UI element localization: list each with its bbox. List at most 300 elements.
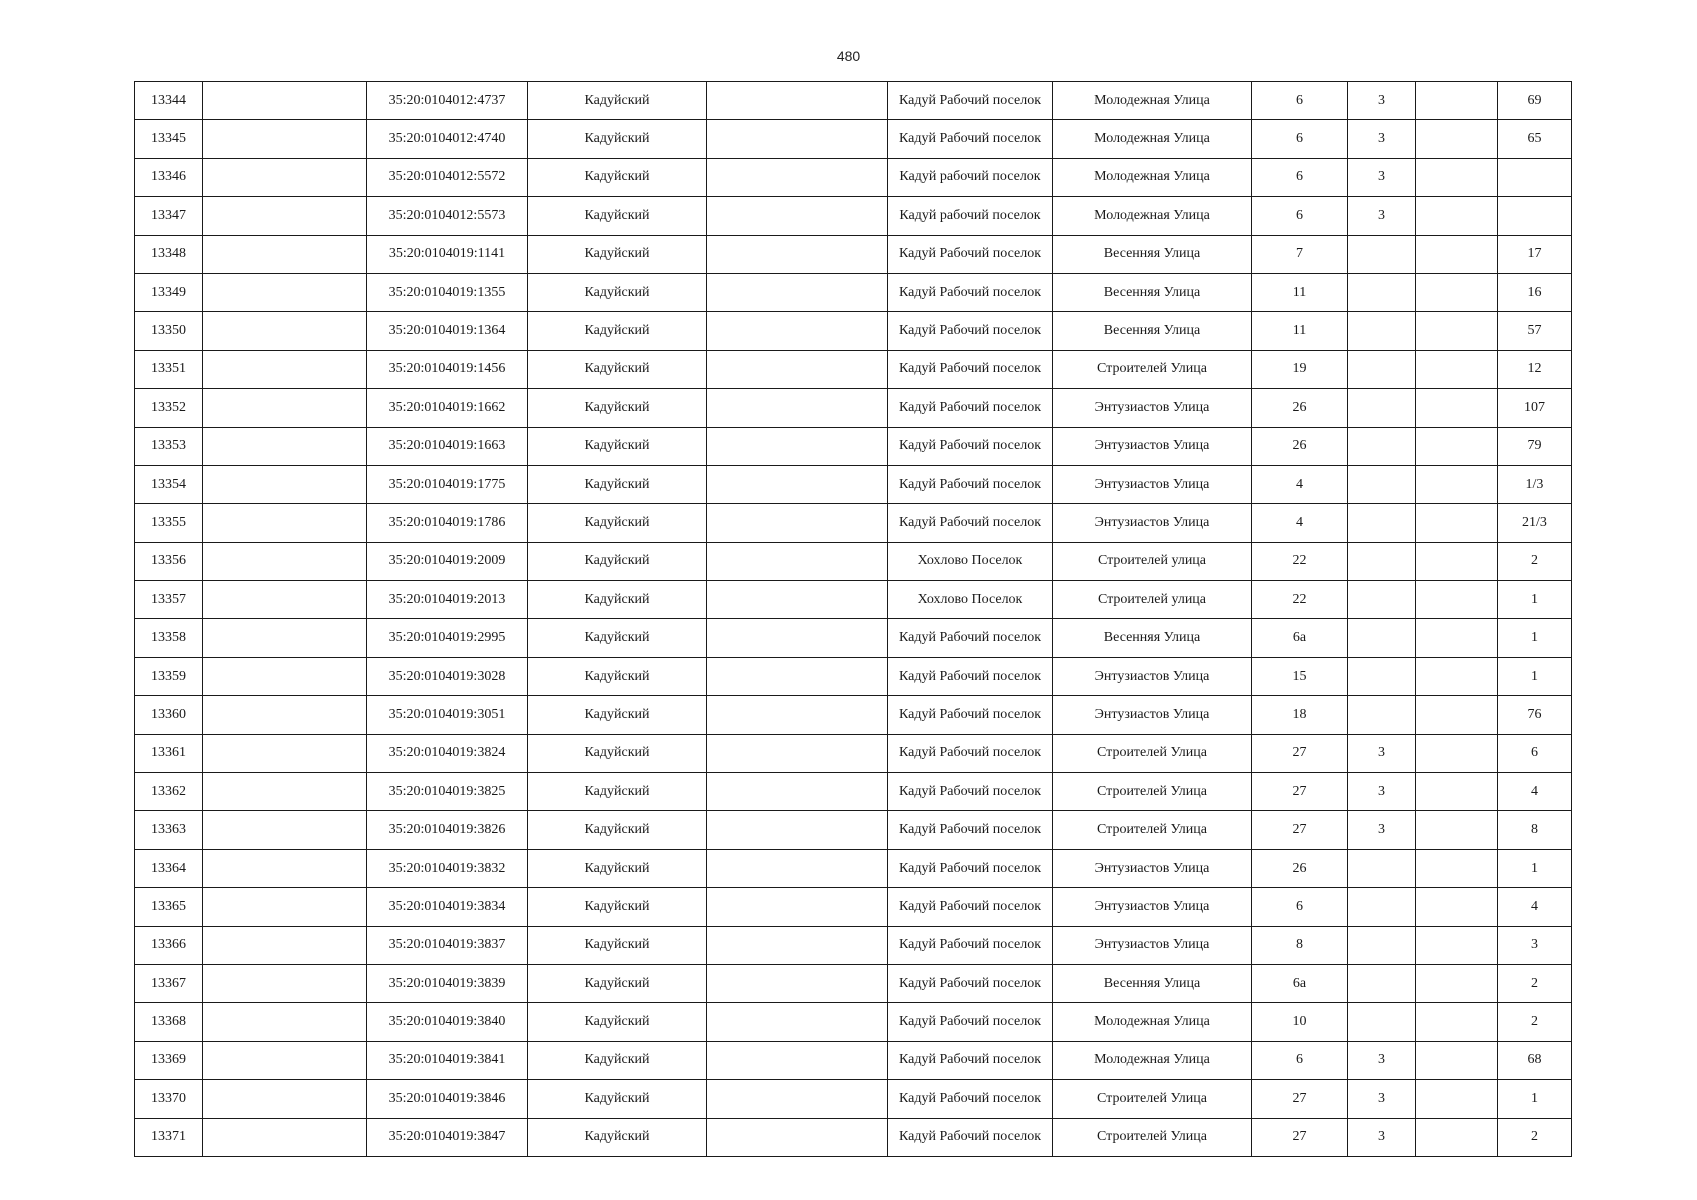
blank-cell [707,504,888,542]
street-cell: Энтузиастов Улица [1053,849,1252,887]
cadastral-number-cell: 35:20:0104019:3028 [367,657,528,695]
street-cell: Весенняя Улица [1053,312,1252,350]
district-cell: Кадуйский [528,1041,707,1079]
cadastral-number-cell: 35:20:0104019:3832 [367,849,528,887]
building-cell [1348,1003,1416,1041]
record-number-cell: 13367 [135,964,203,1002]
district-cell: Кадуйский [528,120,707,158]
settlement-cell: Кадуй Рабочий поселок [888,888,1053,926]
district-cell: Кадуйский [528,773,707,811]
blank-cell [707,158,888,196]
building-cell: 3 [1348,82,1416,120]
record-number-cell: 13366 [135,926,203,964]
settlement-cell: Кадуй Рабочий поселок [888,696,1053,734]
blank-cell [1416,350,1498,388]
district-cell: Кадуйский [528,197,707,235]
street-cell: Энтузиастов Улица [1053,389,1252,427]
blank-cell [707,350,888,388]
table-row [135,581,1572,619]
blank-cell [707,581,888,619]
blank-cell [203,1118,367,1156]
blank-cell [1416,696,1498,734]
blank-cell [203,465,367,503]
blank-cell [1416,273,1498,311]
house-cell: 6 [1252,197,1348,235]
blank-cell [707,235,888,273]
record-number-cell: 13351 [135,350,203,388]
district-cell: Кадуйский [528,811,707,849]
street-cell: Энтузиастов Улица [1053,926,1252,964]
cadastral-number-cell: 35:20:0104019:1663 [367,427,528,465]
apartment-cell [1498,158,1572,196]
record-number-cell: 13344 [135,82,203,120]
record-number-cell: 13368 [135,1003,203,1041]
blank-cell [203,350,367,388]
settlement-cell: Кадуй Рабочий поселок [888,1080,1053,1118]
street-cell: Весенняя Улица [1053,273,1252,311]
settlement-cell: Кадуй Рабочий поселок [888,1118,1053,1156]
blank-cell [707,888,888,926]
blank-cell [1416,542,1498,580]
blank-cell [707,734,888,772]
table-row [135,389,1572,427]
apartment-cell: 3 [1498,926,1572,964]
building-cell [1348,696,1416,734]
table-row [135,82,1572,120]
blank-cell [707,465,888,503]
district-cell: Кадуйский [528,350,707,388]
blank-cell [1416,82,1498,120]
building-cell: 3 [1348,1041,1416,1079]
district-cell: Кадуйский [528,888,707,926]
blank-cell [707,312,888,350]
settlement-cell: Кадуй Рабочий поселок [888,235,1053,273]
apartment-cell: 2 [1498,1118,1572,1156]
table-row [135,158,1572,196]
record-number-cell: 13354 [135,465,203,503]
district-cell: Кадуйский [528,427,707,465]
apartment-cell: 68 [1498,1041,1572,1079]
cadastral-number-cell: 35:20:0104019:1662 [367,389,528,427]
page-number: 480 [836,48,861,64]
district-cell: Кадуйский [528,542,707,580]
blank-cell [203,1080,367,1118]
house-cell: 8 [1252,926,1348,964]
apartment-cell: 2 [1498,542,1572,580]
table-row [135,273,1572,311]
building-cell [1348,964,1416,1002]
blank-cell [707,273,888,311]
settlement-cell: Кадуй Рабочий поселок [888,926,1053,964]
settlement-cell: Кадуй Рабочий поселок [888,773,1053,811]
blank-cell [203,273,367,311]
district-cell: Кадуйский [528,849,707,887]
apartment-cell: 1 [1498,619,1572,657]
apartment-cell: 1 [1498,657,1572,695]
blank-cell [707,964,888,1002]
house-cell: 26 [1252,849,1348,887]
blank-cell [707,82,888,120]
settlement-cell: Кадуй рабочий поселок [888,197,1053,235]
blank-cell [1416,657,1498,695]
settlement-cell: Кадуй Рабочий поселок [888,350,1053,388]
street-cell: Строителей Улица [1053,734,1252,772]
building-cell [1348,849,1416,887]
record-number-cell: 13365 [135,888,203,926]
district-cell: Кадуйский [528,1118,707,1156]
table-row [135,964,1572,1002]
cadastral-number-cell: 35:20:0104019:3840 [367,1003,528,1041]
apartment-cell: 12 [1498,350,1572,388]
table-row [135,1041,1572,1079]
blank-cell [707,773,888,811]
blank-cell [203,312,367,350]
settlement-cell: Кадуй Рабочий поселок [888,619,1053,657]
blank-cell [203,811,367,849]
blank-cell [203,389,367,427]
blank-cell [707,389,888,427]
house-cell: 6 [1252,120,1348,158]
house-cell: 6 [1252,82,1348,120]
building-cell: 3 [1348,734,1416,772]
house-cell: 11 [1252,273,1348,311]
street-cell: Строителей улица [1053,581,1252,619]
blank-cell [1416,619,1498,657]
house-cell: 15 [1252,657,1348,695]
street-cell: Строителей Улица [1053,811,1252,849]
district-cell: Кадуйский [528,273,707,311]
street-cell: Энтузиастов Улица [1053,427,1252,465]
record-number-cell: 13370 [135,1080,203,1118]
house-cell: 6 [1252,1041,1348,1079]
table-row [135,504,1572,542]
district-cell: Кадуйский [528,926,707,964]
blank-cell [1416,1041,1498,1079]
table-row [135,849,1572,887]
cadastral-number-cell: 35:20:0104012:4737 [367,82,528,120]
table-row [135,926,1572,964]
district-cell: Кадуйский [528,389,707,427]
building-cell [1348,888,1416,926]
blank-cell [1416,158,1498,196]
house-cell: 27 [1252,734,1348,772]
record-number-cell: 13347 [135,197,203,235]
settlement-cell: Кадуй Рабочий поселок [888,964,1053,1002]
blank-cell [707,849,888,887]
building-cell: 3 [1348,120,1416,158]
cadastral-number-cell: 35:20:0104019:1141 [367,235,528,273]
cadastral-number-cell: 35:20:0104012:4740 [367,120,528,158]
blank-cell [203,619,367,657]
table-row [135,1003,1572,1041]
table-row [135,888,1572,926]
table-row [135,235,1572,273]
record-number-cell: 13364 [135,849,203,887]
building-cell: 3 [1348,197,1416,235]
blank-cell [707,1041,888,1079]
record-number-cell: 13346 [135,158,203,196]
street-cell: Молодежная Улица [1053,197,1252,235]
street-cell: Строителей улица [1053,542,1252,580]
blank-cell [707,1080,888,1118]
house-cell: 6 [1252,888,1348,926]
street-cell: Весенняя Улица [1053,235,1252,273]
cadastral-number-cell: 35:20:0104019:3846 [367,1080,528,1118]
blank-cell [203,773,367,811]
blank-cell [203,197,367,235]
apartment-cell: 69 [1498,82,1572,120]
settlement-cell: Кадуй Рабочий поселок [888,312,1053,350]
settlement-cell: Кадуй Рабочий поселок [888,389,1053,427]
street-cell: Строителей Улица [1053,1080,1252,1118]
table-row [135,350,1572,388]
building-cell [1348,926,1416,964]
blank-cell [1416,1118,1498,1156]
table-row [135,465,1572,503]
cadastral-number-cell: 35:20:0104019:1355 [367,273,528,311]
cadastral-number-cell: 35:20:0104019:1364 [367,312,528,350]
settlement-cell: Кадуй Рабочий поселок [888,273,1053,311]
table-row [135,619,1572,657]
blank-cell [1416,235,1498,273]
record-number-cell: 13357 [135,581,203,619]
apartment-cell: 79 [1498,427,1572,465]
building-cell [1348,504,1416,542]
record-number-cell: 13358 [135,619,203,657]
table-row [135,542,1572,580]
blank-cell [707,811,888,849]
district-cell: Кадуйский [528,619,707,657]
blank-cell [1416,197,1498,235]
apartment-cell: 21/3 [1498,504,1572,542]
blank-cell [707,619,888,657]
settlement-cell: Кадуй Рабочий поселок [888,1041,1053,1079]
settlement-cell: Кадуй рабочий поселок [888,158,1053,196]
district-cell: Кадуйский [528,581,707,619]
street-cell: Молодежная Улица [1053,120,1252,158]
record-number-cell: 13363 [135,811,203,849]
record-number-cell: 13361 [135,734,203,772]
blank-cell [1416,734,1498,772]
blank-cell [1416,964,1498,1002]
building-cell [1348,389,1416,427]
blank-cell [1416,465,1498,503]
table-row [135,657,1572,695]
settlement-cell: Кадуй Рабочий поселок [888,811,1053,849]
house-cell: 27 [1252,811,1348,849]
street-cell: Строителей Улица [1053,773,1252,811]
blank-cell [1416,312,1498,350]
blank-cell [1416,427,1498,465]
district-cell: Кадуйский [528,312,707,350]
record-number-cell: 13352 [135,389,203,427]
house-cell: 19 [1252,350,1348,388]
cadastral-number-cell: 35:20:0104019:1456 [367,350,528,388]
blank-cell [203,581,367,619]
table-row [135,312,1572,350]
apartment-cell: 1 [1498,849,1572,887]
record-number-cell: 13371 [135,1118,203,1156]
street-cell: Весенняя Улица [1053,964,1252,1002]
district-cell: Кадуйский [528,657,707,695]
apartment-cell: 76 [1498,696,1572,734]
district-cell: Кадуйский [528,82,707,120]
settlement-cell: Кадуй Рабочий поселок [888,504,1053,542]
record-number-cell: 13345 [135,120,203,158]
cadastral-number-cell: 35:20:0104019:2995 [367,619,528,657]
cadastral-number-cell: 35:20:0104019:3825 [367,773,528,811]
building-cell: 3 [1348,811,1416,849]
blank-cell [1416,773,1498,811]
settlement-cell: Кадуй Рабочий поселок [888,734,1053,772]
settlement-cell: Кадуй Рабочий поселок [888,120,1053,158]
district-cell: Кадуйский [528,1080,707,1118]
blank-cell [1416,849,1498,887]
settlement-cell: Кадуй Рабочий поселок [888,465,1053,503]
apartment-cell: 65 [1498,120,1572,158]
blank-cell [1416,811,1498,849]
blank-cell [1416,1080,1498,1118]
district-cell: Кадуйский [528,465,707,503]
table-row [135,1080,1572,1118]
blank-cell [203,120,367,158]
cadastral-number-cell: 35:20:0104019:3837 [367,926,528,964]
house-cell: 26 [1252,389,1348,427]
street-cell: Весенняя Улица [1053,619,1252,657]
blank-cell [707,926,888,964]
building-cell [1348,657,1416,695]
street-cell: Энтузиастов Улица [1053,657,1252,695]
blank-cell [1416,581,1498,619]
blank-cell [1416,1003,1498,1041]
street-cell: Строителей Улица [1053,1118,1252,1156]
street-cell: Энтузиастов Улица [1053,465,1252,503]
district-cell: Кадуйский [528,158,707,196]
blank-cell [203,82,367,120]
cadastral-number-cell: 35:20:0104019:3834 [367,888,528,926]
registry-table [134,81,1572,1157]
blank-cell [203,158,367,196]
apartment-cell: 1 [1498,581,1572,619]
blank-cell [203,427,367,465]
building-cell [1348,465,1416,503]
cadastral-number-cell: 35:20:0104019:1786 [367,504,528,542]
cadastral-number-cell: 35:20:0104019:2009 [367,542,528,580]
house-cell: 4 [1252,465,1348,503]
blank-cell [707,197,888,235]
building-cell [1348,235,1416,273]
street-cell: Молодежная Улица [1053,1003,1252,1041]
record-number-cell: 13369 [135,1041,203,1079]
blank-cell [707,427,888,465]
record-number-cell: 13356 [135,542,203,580]
cadastral-number-cell: 35:20:0104012:5573 [367,197,528,235]
table-row [135,696,1572,734]
settlement-cell: Хохлово Поселок [888,542,1053,580]
blank-cell [707,696,888,734]
apartment-cell: 1 [1498,1080,1572,1118]
blank-cell [707,1118,888,1156]
house-cell: 22 [1252,542,1348,580]
street-cell: Энтузиастов Улица [1053,888,1252,926]
cadastral-number-cell: 35:20:0104019:3839 [367,964,528,1002]
settlement-cell: Кадуй Рабочий поселок [888,849,1053,887]
blank-cell [1416,120,1498,158]
building-cell: 3 [1348,1080,1416,1118]
cadastral-number-cell: 35:20:0104019:3051 [367,696,528,734]
street-cell: Энтузиастов Улица [1053,504,1252,542]
street-cell: Строителей Улица [1053,350,1252,388]
district-cell: Кадуйский [528,1003,707,1041]
blank-cell [1416,888,1498,926]
apartment-cell: 2 [1498,964,1572,1002]
district-cell: Кадуйский [528,964,707,1002]
table-row [135,773,1572,811]
building-cell [1348,619,1416,657]
blank-cell [203,1003,367,1041]
settlement-cell: Кадуй Рабочий поселок [888,657,1053,695]
house-cell: 7 [1252,235,1348,273]
house-cell: 4 [1252,504,1348,542]
table-row [135,734,1572,772]
record-number-cell: 13348 [135,235,203,273]
cadastral-number-cell: 35:20:0104019:2013 [367,581,528,619]
district-cell: Кадуйский [528,734,707,772]
table-row [135,120,1572,158]
house-cell: 27 [1252,1118,1348,1156]
record-number-cell: 13355 [135,504,203,542]
blank-cell [203,849,367,887]
apartment-cell [1498,197,1572,235]
district-cell: Кадуйский [528,235,707,273]
record-number-cell: 13350 [135,312,203,350]
house-cell: 6а [1252,619,1348,657]
building-cell [1348,312,1416,350]
apartment-cell: 57 [1498,312,1572,350]
record-number-cell: 13362 [135,773,203,811]
apartment-cell: 4 [1498,773,1572,811]
house-cell: 27 [1252,773,1348,811]
blank-cell [203,696,367,734]
blank-cell [203,964,367,1002]
house-cell: 18 [1252,696,1348,734]
building-cell: 3 [1348,773,1416,811]
street-cell: Молодежная Улица [1053,82,1252,120]
blank-cell [203,657,367,695]
cadastral-number-cell: 35:20:0104019:3847 [367,1118,528,1156]
blank-cell [1416,926,1498,964]
record-number-cell: 13360 [135,696,203,734]
blank-cell [707,657,888,695]
building-cell [1348,273,1416,311]
house-cell: 26 [1252,427,1348,465]
blank-cell [707,1003,888,1041]
cadastral-number-cell: 35:20:0104019:3824 [367,734,528,772]
table-row [135,197,1572,235]
blank-cell [203,1041,367,1079]
blank-cell [707,120,888,158]
cadastral-number-cell: 35:20:0104019:1775 [367,465,528,503]
record-number-cell: 13349 [135,273,203,311]
blank-cell [1416,389,1498,427]
apartment-cell: 8 [1498,811,1572,849]
blank-cell [707,542,888,580]
cadastral-number-cell: 35:20:0104012:5572 [367,158,528,196]
house-cell: 6 [1252,158,1348,196]
street-cell: Энтузиастов Улица [1053,696,1252,734]
table-row [135,1118,1572,1156]
building-cell: 3 [1348,158,1416,196]
